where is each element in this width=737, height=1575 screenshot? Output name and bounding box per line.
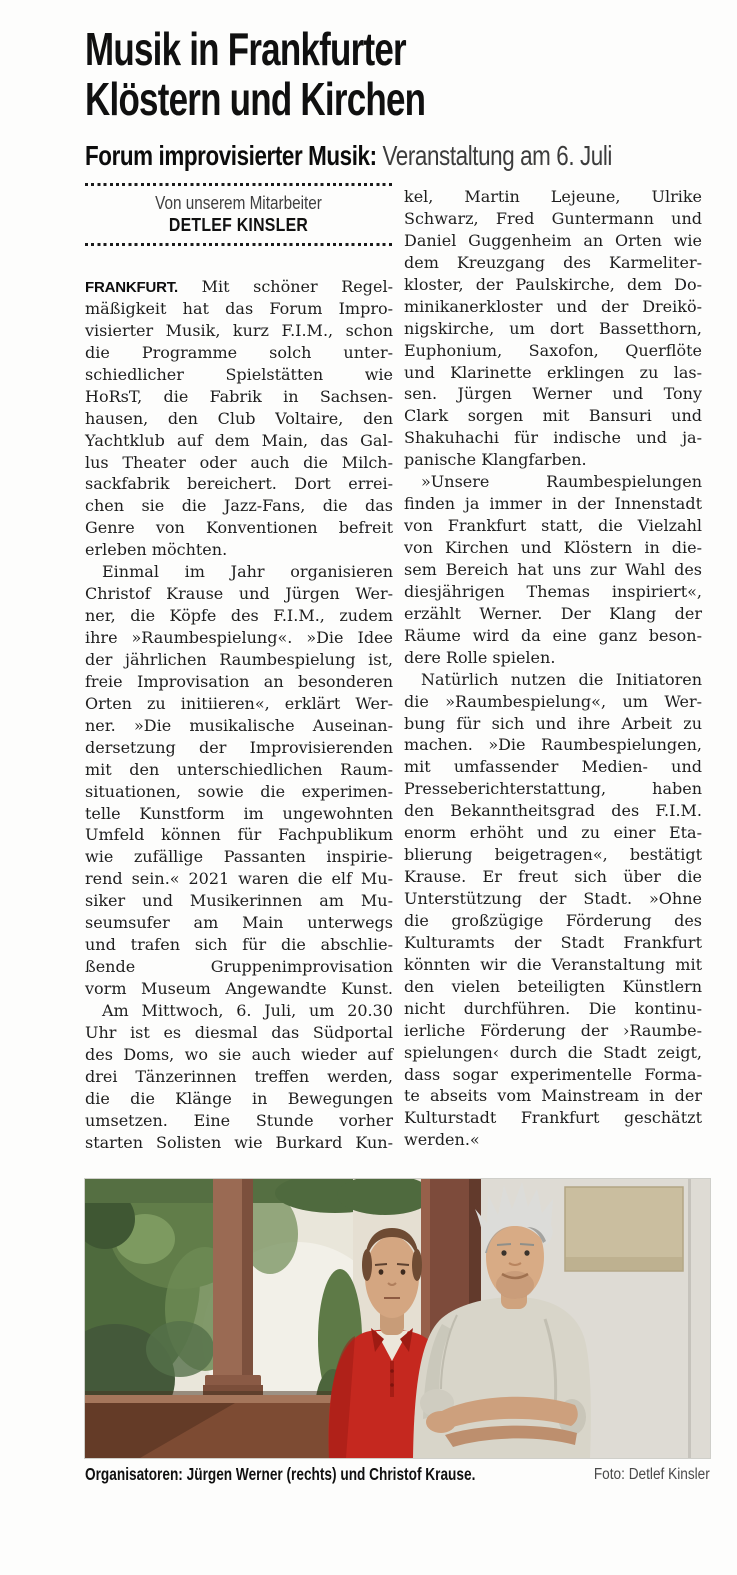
body-line: sen. Jürgen Werner und Tony: [404, 384, 702, 404]
body-line: dass sogar experimentelle Forma-: [404, 1064, 702, 1084]
subheadline-text: Veranstaltung am 6. Juli: [376, 140, 612, 171]
article-headline: [85, 24, 533, 124]
body-line: telle Kunstform im ungewohnten: [85, 803, 393, 823]
body-line: Umfeld können für Fachpublikum: [85, 825, 393, 845]
body-line: seumsufer am Main unterwegs: [85, 913, 393, 933]
body-line: von Frankfurt statt, die Vielzahl: [404, 516, 702, 536]
body-line: Genre von Konventionen befreit: [85, 518, 393, 538]
body-line: den Bekanntheitsgrad des F.I.M.: [404, 801, 702, 821]
body-line: Uhr ist es diesmal das Südportal: [85, 1022, 393, 1042]
body-line: nicht durchführen. Die kontinu-: [404, 998, 702, 1018]
caption-credit: Foto: Detlef Kinsler: [594, 1466, 710, 1483]
body-line: werden.«: [404, 1130, 480, 1150]
body-line: siker und Musikerinnen am Mu-: [85, 891, 393, 911]
headline-line-2: Klöstern und Kirchen: [85, 73, 426, 125]
body-line: blierung beigetragen«, bestätigt: [404, 845, 702, 865]
body-column-1: [85, 276, 393, 1154]
body-line: ihre »Raumbespielung«. »Die Idee: [85, 628, 393, 647]
body-line: Shakuhachi für indische und ja-: [404, 428, 702, 448]
body-line: umsetzen. Eine Stunde vorher: [85, 1110, 393, 1130]
body-line: kloster, der Paulskirche, dem Do-: [404, 274, 702, 294]
body-line: Daniel Guggenheim an Orten wie: [404, 230, 702, 250]
body-line: finden ja immer in der Innenstadt: [404, 494, 702, 514]
byline-block: [85, 183, 392, 246]
body-line: Christof Krause und Jürgen Wer-: [85, 584, 393, 604]
body-line: die Programme solch unter-: [85, 342, 393, 362]
article-subheadline: [85, 140, 612, 172]
body-line: Yachtklub auf dem Main, das Gal-: [85, 430, 393, 450]
body-line: minikanerkloster und der Dreikö-: [404, 296, 702, 316]
body-line: Kulturstadt Frankfurt geschätzt: [404, 1108, 702, 1128]
caption-text: Organisatoren: Jürgen Werner (rechts) und Christof Krause.: [85, 1464, 476, 1484]
body-line: mit umfassender Medien- und: [404, 757, 702, 777]
body-line: die großzügige Förderung des: [404, 910, 702, 930]
byline-prefix: Von unserem Mitarbeiter: [155, 193, 322, 213]
body-line: von Kirchen und Klöstern in die-: [404, 538, 702, 557]
body-line: te abseits vom Mainstream in der: [404, 1086, 702, 1106]
byline-author: DETLEF KINSLER: [168, 215, 309, 235]
body-line: drei Tänzerinnen treffen werden,: [85, 1066, 393, 1086]
body-line: Presseberichterstattung, haben: [404, 779, 702, 799]
body-line: starten Solisten wie Burkard Kun-: [85, 1132, 393, 1152]
body-line: Orten zu initiieren«, erklärt Wer-: [85, 693, 393, 713]
body-line: dersetzung der Improvisierenden: [85, 737, 393, 757]
subheadline-kicker: Forum improvisierter Musik:: [85, 140, 377, 171]
body-line: »Unsere Raumbespielungen: [421, 472, 702, 492]
body-line: spielungen‹ durch die Stadt zeigt,: [404, 1042, 702, 1062]
body-line: wie zufällige Passanten inspirie-: [85, 847, 393, 867]
body-line: ßende Gruppenimprovisation: [85, 957, 393, 977]
body-line: ner, die Köpfe des F.I.M., zudem: [85, 606, 393, 626]
body-line: Am Mittwoch, 6. Juli, um 20.30: [102, 1000, 393, 1020]
body-line: Räume wird da eine ganz beson-: [404, 625, 702, 645]
body-line: hausen, den Club Voltaire, den: [85, 408, 393, 428]
body-line: enorm erhöht und zu einer Eta-: [404, 823, 702, 843]
body-line: chen sie die Jazz-Fans, die das: [85, 496, 393, 516]
body-line: bung für sich und ihre Arbeit zu: [404, 713, 702, 733]
body-line: situationen, sowie die experimen-: [85, 781, 393, 801]
body-line: dere Rolle spielen.: [404, 647, 556, 667]
body-line: nigskirche, um dort Bassetthorn,: [404, 318, 702, 338]
body-line: sem Bereich hat uns zur Wahl des: [404, 559, 702, 579]
body-line: mäßigkeit hat das Forum Impro-: [85, 298, 393, 318]
body-line: schiedlicher Spielstätten wie: [85, 364, 393, 384]
body-line: die »Raumbespielung«, um Wer-: [404, 691, 702, 711]
body-line: Euphonium, Saxofon, Querflöte: [404, 340, 702, 360]
body-column-2: [404, 186, 702, 1151]
body-line: visierter Musik, kurz F.I.M., schon: [85, 320, 393, 340]
body-line: Kulturamts der Stadt Frankfurt: [404, 932, 702, 952]
body-line: freie Improvisation an besonderen: [85, 671, 393, 691]
body-line: panische Klangfarben.: [404, 450, 587, 470]
dotted-rule-top: [85, 183, 392, 186]
body-line: kel, Martin Lejeune, Ulrike: [404, 187, 702, 206]
body-line: mit den unterschiedlichen Raum-: [85, 759, 393, 779]
body-line: den vielen beteiligten Künstlern: [404, 976, 702, 996]
body-line: könnten wir die Veranstaltung mit: [404, 954, 702, 974]
body-line: HoRsT, die Fabrik in Sachsen-: [85, 386, 393, 406]
body-line: Krause. Er freut sich über die: [404, 867, 702, 887]
photo-illustration: [85, 1179, 710, 1458]
body-line: Natürlich nutzen die Initiatoren: [421, 669, 702, 689]
body-line: FRANKFURT. Mit schöner Regel-: [85, 277, 393, 296]
body-line: und trafen sich für die abschlie-: [85, 935, 393, 955]
body-line: erleben möchten.: [85, 540, 228, 560]
body-line: rend sein.« 2021 waren die elf Mu-: [85, 869, 393, 889]
dotted-rule-bottom: [85, 243, 392, 246]
dateline-lead-in: FRANKFURT.: [85, 279, 178, 296]
body-line: diesjährigen Themas inspiriert«,: [404, 581, 702, 601]
body-line: erzählt Werner. Der Klang der: [404, 603, 702, 623]
photo-caption: [85, 1464, 710, 1490]
body-line: machen. »Die Raumbespielungen,: [404, 735, 702, 755]
body-line: Clark sorgen mit Bansuri und: [404, 406, 702, 426]
body-line: des Doms, wo sie auch wieder auf: [85, 1044, 393, 1064]
article-photo: [85, 1179, 710, 1458]
body-line: Einmal im Jahr organisieren: [102, 562, 393, 582]
body-line: der jährlichen Raumbespielung ist,: [85, 649, 393, 669]
body-line: ierliche Förderung der ›Raumbe-: [404, 1020, 702, 1040]
body-line: Unterstützung der Stadt. »Ohne: [404, 889, 702, 908]
body-line: und Klarinette erklingen zu las-: [404, 362, 702, 382]
body-line: Schwarz, Fred Guntermann und: [404, 208, 702, 228]
body-line: sackfabrik bereichert. Dort errei-: [85, 474, 393, 494]
body-line: die die Klänge in Bewegungen: [85, 1088, 393, 1108]
body-line: vorm Museum Angewandte Kunst.: [85, 979, 393, 998]
body-line: dem Kreuzgang des Karmeliter-: [404, 252, 702, 272]
body-line: lus Theater oder auch die Milch-: [85, 452, 393, 472]
body-line: ner. »Die musikalische Auseinan-: [85, 715, 393, 735]
headline-line-1: Musik in Frankfurter: [85, 23, 406, 75]
